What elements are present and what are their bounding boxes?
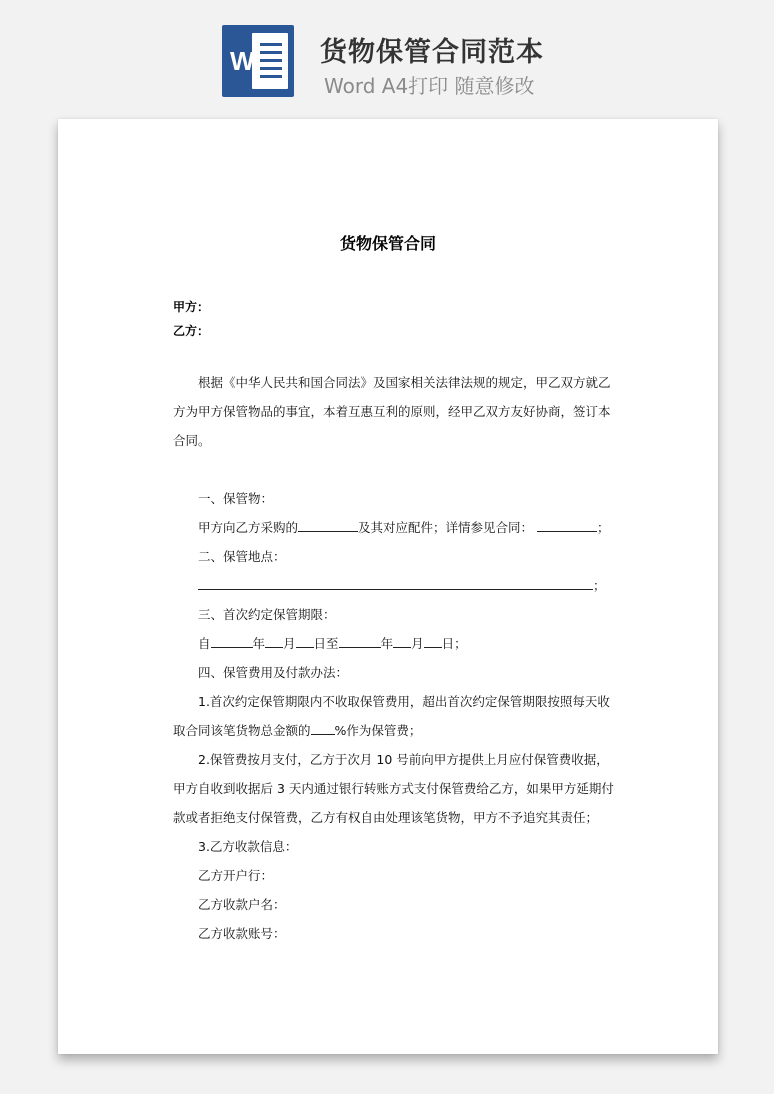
section-1-title: 一、保管物： (198, 491, 274, 506)
account-number-label: 乙方收款账号： (198, 926, 286, 941)
word-icon-letter: W (230, 46, 255, 76)
item-2-line-1: 2.保管费按月支付，乙方于次月 10 号前向甲方提供上月应付保管费收据， (198, 752, 609, 767)
item-2-line-3: 款或者拒绝支付保管费，乙方有权自由处理该笔货物，甲方不予追究其责任； (173, 810, 599, 825)
document-title: 货物保管合同 (339, 234, 436, 253)
party-b-label: 乙方： (173, 324, 210, 338)
word-document-icon (222, 25, 294, 97)
item-3-title: 3.乙方收款信息： (198, 839, 298, 854)
item-2-line-2: 甲方自收到收据后 3 天内通过银行转账方式支付保管费给乙方，如果甲方延期付 (173, 781, 614, 796)
section-3-body: 自 年 月 日至 年 月 日； (198, 636, 467, 651)
preamble-line-3: 合同。 (173, 433, 211, 448)
section-2-title: 二、保管地点： (198, 549, 286, 564)
blank-location (198, 576, 593, 590)
header-subtitle: Word A4打印 随意修改 (324, 74, 535, 98)
item-1-line-2: 取合同该笔货物总金额的 %作为保管费； (173, 723, 422, 738)
blank-goods (298, 518, 358, 532)
header-title: 货物保管合同范本 (320, 37, 544, 68)
preamble-line-2: 方为甲方保管物品的事宜，本着互惠互利的原则，经甲乙双方友好协商，签订本 (173, 404, 611, 419)
preamble-line-1: 根据《中华人民共和国合同法》及国家相关法律法规的规定，甲乙双方就乙 (198, 375, 611, 390)
party-a-label: 甲方： (173, 300, 210, 314)
item-1-line-1: 1.首次约定保管期限内不收取保管费用，超出首次约定保管期限按照每天收 (198, 694, 610, 709)
blank-percent (311, 721, 335, 735)
section-2-body: ； (198, 576, 606, 594)
page-header (0, 0, 774, 110)
blank-contract (537, 518, 597, 532)
document-page (58, 119, 718, 1054)
account-name-label: 乙方收款户名： (198, 897, 286, 912)
section-3-title: 三、首次约定保管期限： (198, 607, 336, 622)
section-1-body: 甲方向乙方采购的 及其对应配件；详情参见合同： ； (198, 520, 610, 535)
bank-label: 乙方开户行： (198, 868, 274, 883)
section-4-title: 四、保管费用及付款办法： (198, 665, 349, 680)
